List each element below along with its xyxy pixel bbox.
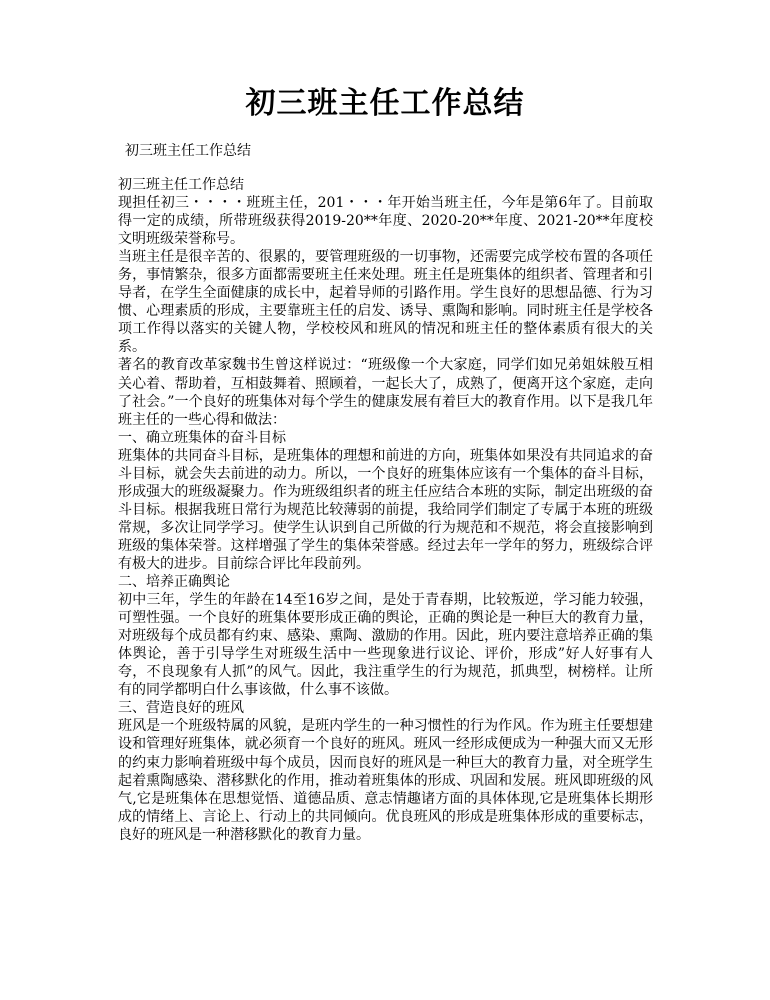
paragraph-intro: 现担任初三・・・・班班主任，201・・・年开始当班主任，今年是第6年了。目前取得一定的成绩，所带班级获得2019-20**年度、2020-20**年度、2021-20**年度校文明班级荣誉称号。 <box>118 195 653 248</box>
document-subtitle: 初三班主任工作总结 <box>125 143 251 159</box>
paragraph-role: 当班主任是很辛苦的、很累的，要管理班级的一切事物，还需要完成学校布置的各项任务，事情繁杂，很多方面都需要班主任来处理。班主任是班集体的组织者、管理者和引导者，在学生全面健康的成长中，起着导师的引路作用。学生良好的思想品德、行为习惯、心理素质的形成，主要靠班主任的启发、诱导、熏陶和影响。同时班主任是学校各项工作得以落实的关键人物，学校校风和班风的情况和班主任的整体素质有很大的关系。 <box>118 249 653 356</box>
paragraph-heading: 初三班主任工作总结 <box>118 177 244 193</box>
document-title: 初三班主任工作总结 <box>245 86 525 121</box>
section-heading-opinion: 二、培养正确舆论 <box>118 574 230 591</box>
section-heading-class-spirit: 三、营造良好的班风 <box>118 700 244 717</box>
paragraph-quote: 著名的教育改革家魏书生曾这样说过：“班级像一个大家庭，同学们如兄弟姐妹般互相关心着、帮助着，互相鼓舞着、照顾着，一起长大了，成熟了，便离开这个家庭，走向了社会。”一个良好的班集体对每个学生的健康发展有着巨大的教育作用。以下是我几年班主任的一些心得和做法： <box>118 357 653 428</box>
section-heading-goal: 一、确立班集体的奋斗目标 <box>118 429 286 446</box>
paragraph-opinion: 初中三年，学生的年龄在14至16岁之间，是处于青春期，比较叛逆，学习能力较强，可塑性强。一个良好的班集体要形成正确的舆论，正确的舆论是一种巨大的教育力量，对班级每个成员都有约束、感染、熏陶、激励的作用。因此，班内要注意培养正确的集体舆论，善于引导学生对班级生活中一些现象进行议论、评价，形成”好人好事有人夸，不良现象有人抓”的风气。因此，我注重学生的行为规范，抓典型，树榜样。让所有的同学都明白什么事该做，什么事不该做。 <box>118 592 653 699</box>
document-body <box>118 176 653 844</box>
paragraph-goal: 班集体的共同奋斗目标，是班集体的理想和前进的方向，班集体如果没有共同追求的奋斗目标，就会失去前进的动力。所以，一个良好的班集体应该有一个集体的奋斗目标，形成强大的班级凝聚力。作为班级组织者的班主任应结合本班的实际，制定出班级的奋斗目标。根据我班日常行为规范比较薄弱的前提，我给同学们制定了专属于本班的班级常规，多次让同学学习。使学生认识到自己所做的行为规范和不规范，将会直接影响到班级的集体荣誉。这样增强了学生的集体荣誉感。经过去年一学年的努力，班级综合评有极大的进步。目前综合评比年段前列。 <box>118 447 653 572</box>
paragraph-class-spirit: 班风是一个班级特属的风貌，是班内学生的一种习惯性的行为作风。作为班主任要想建设和管理好班集体，就必须育一个良好的班风。班风一经形成便成为一种强大而又无形的约束力影响着班级中每个成员，因而良好的班风是一种巨大的教育力量，对全班学生起着熏陶感染、潜移默化的作用，推动着班集体的形成、巩固和发展。班风即班级的风气,它是班集体在思想觉悟、道德品质、意志情趣诸方面的具体体现,它是班集体长期形成的情绪上、言论上、行动上的共同倾向。优良班风的形成是班集体形成的重要标志，良好的班风是一种潜移默化的教育力量。 <box>118 718 653 843</box>
